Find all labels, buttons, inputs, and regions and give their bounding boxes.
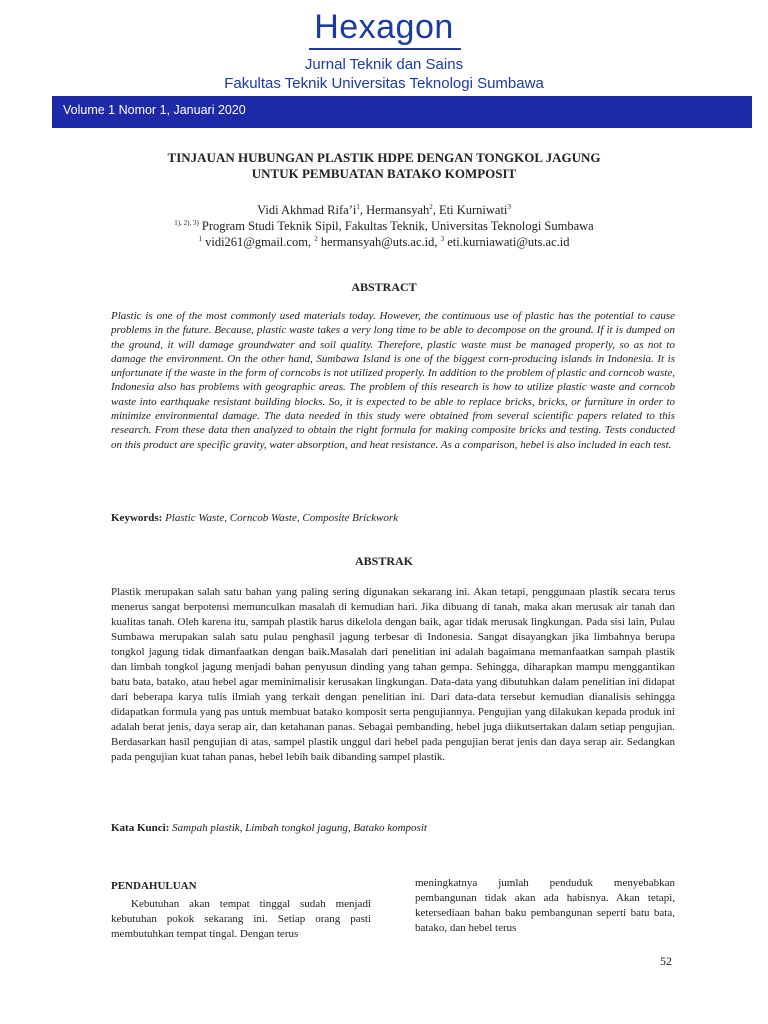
page-number: 52 <box>660 954 672 968</box>
email-marker: 1 <box>198 235 202 243</box>
journal-faculty: Fakultas Teknik Universitas Teknologi Sumbawa <box>224 75 544 92</box>
affiliation <box>0 219 768 234</box>
paper-title-line-1: TINJAUAN HUBUNGAN PLASTIK HDPE DENGAN TONGKOL JAGUNG <box>167 150 601 165</box>
kata-kunci-label: Kata Kunci: <box>111 822 170 834</box>
author-email: eti.kurniawati@uts.ac.id <box>447 235 570 249</box>
journal-name-underline <box>309 48 461 50</box>
kata-kunci-text: Sampah plastik, Limbah tongkol jagung, Batako komposit <box>172 822 427 834</box>
abstract-text: Plastic is one of the most commonly used materials today. However, the continuous use of plastic has the potential to cause problems in the future. Because, plastic waste takes a very long time to be able to decompose on the ground. If it is dumped on the ground, it will damage groundwater and soil quality. Therefore, plastic waste must be managed properly, so as not to damage the environment. On the other hand, Sumbawa Island is one of the biggest corn-producing islands in Indonesia. It is unfortunate if the waste in the form of corncobs is not utilized properly. In addition to the problem of plastic and corncob waste, Indonesia also has problems with geographic areas. The problem of this research is how to utilize plastic waste and corncob waste into earthquake resistant building blocks. So, it is expected to be able to replace bricks, bricks, or furniture in order to minimize environmental damage. The data needed in this study were obtained from several scientific papers related to this research. From these data then analyzed to obtain the right formula for making composite bricks and testing. Tests conducted on this product are specific gravity, water absorption, and heat resistance. As a comparison, hebel is also included in each test. <box>111 310 675 451</box>
journal-name: Hexagon <box>314 8 454 46</box>
email-list: $^1$ vidi261@gmail.com, $^2$ hermansyah@uts.ac.id, $^3$ eti.kurniawati@uts.ac.id <box>198 235 570 249</box>
volume-label: Volume 1 Nomor 1, Januari 2020 <box>63 103 246 117</box>
affiliation-text: Program Studi Teknik Sipil, Fakultas Teknik, Universitas Teknologi Sumbawa <box>201 219 594 233</box>
keywords-text: Plastic Waste, Corncob Waste, Composite Brickwork <box>165 512 399 524</box>
author-email: hermansyah@uts.ac.id <box>320 235 435 249</box>
author-name: Eti Kurniwati <box>439 203 508 217</box>
abstrak-heading: ABSTRAK <box>354 554 413 568</box>
kata-kunci-line <box>111 822 427 834</box>
author-name: Hermansyah <box>366 203 430 217</box>
abstract-heading: ABSTRACT <box>351 280 417 294</box>
section-heading-pendahuluan: PENDAHULUAN <box>111 880 197 892</box>
author-list: Vidi Akhmad $Rifa’i^1$, Hermansyah$^2$, Eti Kurniwati$^3$ <box>257 203 511 217</box>
paper-title-line-2: UNTUK PEMBUATAN BATAKO KOMPOSIT <box>251 166 517 181</box>
paper-title <box>0 150 768 182</box>
affiliation-marker: 1), 2), 3) <box>174 219 199 227</box>
email-marker: 2 <box>314 235 318 243</box>
abstrak-text: Plastik merupakan salah satu bahan yang paling sering digunakan sekarang ini. Akan tetapi, penggunaan plastik secara terus menerus sangat berpotensi memunculkan masalah di kemudian hari. Jika dibuang di tanah, maka akan merusak air tanah dan kualitas tanah. Oleh karena itu, sampah plastik harus dikelola dengan baik, agar tidak merusak lingkungan. Pada sisi lain, Pulau Sumbawa merupakan salah satu pulau penghasil jagung terbesar di Indonesia. Sangat disayangkan jika limbahnya berupa tongkol jagung tidak dimanfaatkan dengan baik.Masalah dari penelitian ini adalah bagaimana memanfaatkan sampah plastik dan limbah tongkol jagung menjadi bahan penyusun dinding yang tahan gempa. Sehingga, diharapkan mampu menggantikan batu bata, batako, atau hebel agar meminimalisir kerusakan lingkungan. Data-data yang dibutuhkan dalam penelitian ini didapat dari beberapa karya tulis ilmiah yang terkait dengan penelitian ini. Dari data-data tersebut kemudian dianalisis sehingga didapatkan formula yang pas untuk membuat batako komposit serta pengujiannya. Pengujian yang dilakukan kepada produk ini adalah berat jenis, daya serap air, dan ketahanan panas. Sebagai pembanding, hebel juga diikutsertakan dalam setiap pengujian. Berdasarkan hasil pengujian di atas, sampel plastik unggul dari hebel pada pengujian berat jenis dan daya serap air. Sedangkan pada pengujian kuat tahan panas, hebel lebih baik dibanding sampel plastik. <box>111 586 675 763</box>
journal-subtitle: Jurnal Teknik dan Sains <box>304 56 464 73</box>
author-marker: 1 <box>356 203 360 211</box>
author-marker: 3 <box>507 203 511 211</box>
author-marker: 2 <box>429 203 433 211</box>
body-column-left: Kebutuhan akan tempat tinggal sudah menjadi kebutuhan pokok sekarang ini. Setiap orang pasti membutuhkan tempat tingal. Dengan terus <box>111 898 371 940</box>
author-name: Vidi Akhmad Rifa’i <box>257 203 357 217</box>
email-marker: 3 <box>440 235 445 243</box>
keywords-label: Keywords: <box>111 512 163 524</box>
keywords-line <box>111 512 398 524</box>
body-column-right: meningkatnya jumlah penduduk menyebabkan pembangunan tidak akan ada habisnya. Akan tetapi, ketersediaan bahan baku pembangunan seperti batu bata, batako, dan hebel terus <box>415 877 675 934</box>
author-email: vidi261@gmail.com <box>205 235 308 249</box>
